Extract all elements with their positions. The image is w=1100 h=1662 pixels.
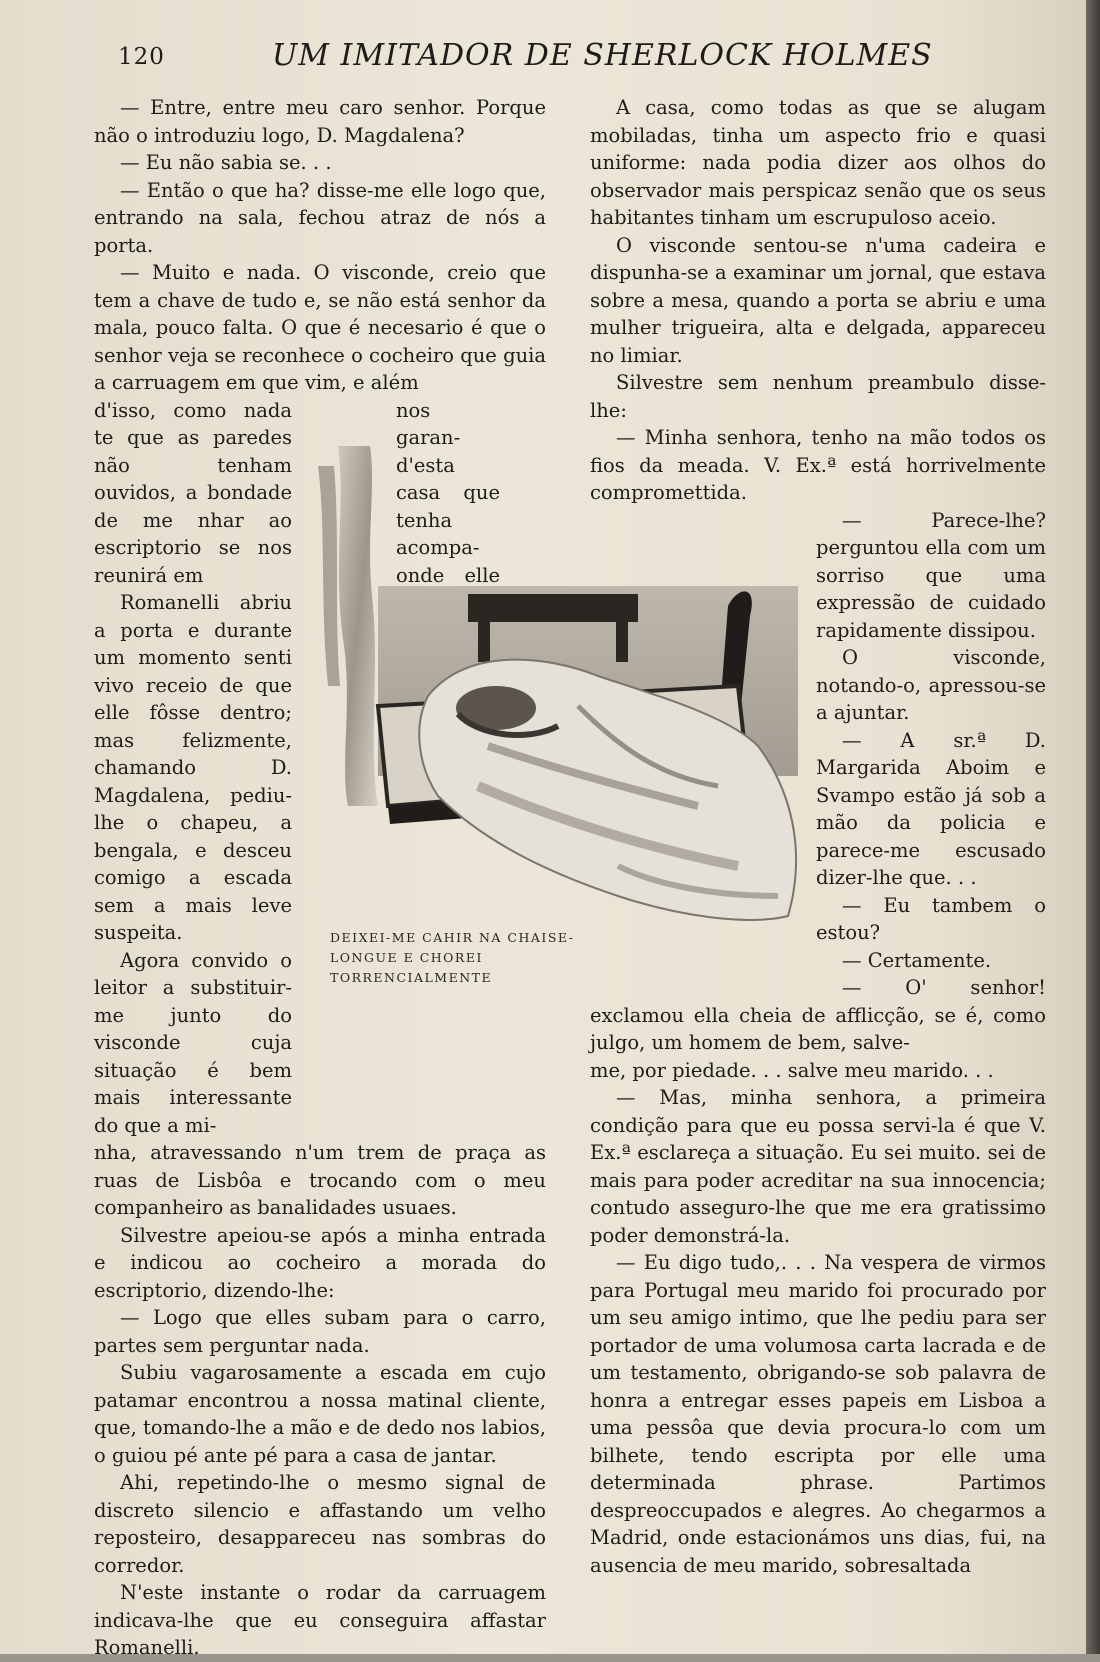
paragraph: — Eu digo tudo,. . . Na vespera de virmos para Portugal meu marido foi procurado por um seu amigo intimo, que lhe pediu para ser portador de uma volumosa carta lacrada e de um testamento, obrigando-se sob palavra de honra a entregar esses papeis em Lisboa a uma pessôa que devia procura-lo com um bilhete, tendo escripta por elle uma determinada phrase. Partimos despreoccupados e alegres. Ao chegarmos a Madrid, onde estacionámos uns dias, fui, na ausencia de meu marido, sobresaltada xyxy=(590,1251,1046,1577)
paragraph: — Minha senhora, tenho na mão todos os fios da meada. V. Ex.ª está horrivelmente compromettida. xyxy=(590,426,1046,504)
paragraph: O visconde, notando-o, apressou-se a ajuntar. xyxy=(816,646,1046,724)
paragraph: — Eu não sabia se. . . xyxy=(120,151,332,174)
paragraph: — Muito e nada. O visconde, creio que tem a chave de tudo e, se não está senhor da mala, pouco falta. O que é necesario é que o senhor veja se reconhece o cocheiro que guia a carruagem em que vim, e além xyxy=(94,261,546,394)
paragraph: N'este instante o rodar da carruagem indicava-lhe que eu conseguira affastar Romanelli. xyxy=(94,1581,546,1659)
page-number: 120 xyxy=(118,44,165,70)
paragraph: — Eu tambem o estou? xyxy=(816,893,1046,944)
paragraph: Agora convido o leitor a substituir-me junto do visconde cuja situação é bem mais interessante do que a mi- xyxy=(94,948,292,1137)
paragraph: nha, atravessando n'um trem de praça as ruas de Lisbôa e trocando com o meu companheiro as banalidades usuaes. xyxy=(94,1141,546,1219)
paragraph: — Certamente. xyxy=(842,948,992,972)
paragraph: O visconde sentou-se n'uma cadeira e dispunha-se a examinar um jornal, que estava sobre a mesa, quando a porta se abriu e uma mulher trigueira, alta e delgada, appareceu no limiar. xyxy=(590,233,1046,367)
wrap-text-left: d'isso, como nada te que as paredes não tenham ouvidos, a bondade de me nhar ao escriptorio se nos reunirá em xyxy=(94,398,292,587)
paragraph: — Parece-lhe? perguntou ella com um sorriso que uma expressão de cuidado rapidamente dissipou. xyxy=(816,508,1046,642)
paragraph: me, por piedade. . . salve meu marido. . . xyxy=(590,1058,994,1082)
paragraph: — O' senhor! exclamou ella cheia de afflicção, se é, como julgo, um homem de bem, salve- xyxy=(590,976,1046,1054)
narrow-text-block xyxy=(94,561,292,1140)
paragraph: Subiu vagarosamente a escada em cujo patamar encontrou a nossa matinal cliente, que, tomando-lhe a mão e de dedo nos labios, o guiou pé ante pé para a casa de jantar. xyxy=(94,1361,546,1467)
page-header xyxy=(0,38,1086,78)
wrap-text-right: nos garan-d'esta casa que tenha acompa-onde elle xyxy=(396,398,500,587)
paragraph: — Logo que elles subam para o carro, partes sem perguntar nada. xyxy=(94,1306,546,1357)
running-title: UM IMITADOR DE SHERLOCK HOLMES xyxy=(272,38,933,73)
paragraph: Silvestre sem nenhum preambulo disse-lhe: xyxy=(590,371,1046,422)
page-edge xyxy=(1086,0,1100,1654)
paragraph: Silvestre apeiou-se após a minha entrada e indicou ao cocheiro a morada do escriptorio, dizendo-lhe: xyxy=(94,1223,546,1302)
paragraph: A casa, como todas as que se alugam mobiladas, tinha um aspecto frio e quasi uniforme: nada podia dizer aos olhos do observador mais perspicaz senão que os seus habitantes tinham um escrupuloso aceio. xyxy=(590,96,1046,229)
paragraph: — Mas, minha senhora, a primeira condição para que eu possa servi-la é que V. Ex.ª esclareça a situação. Eu sei muito. sei de mais para poder acreditar na sua innocencia; contudo asseguro-lhe que me era gratissimo poder demonstrá-la. xyxy=(590,1086,1046,1247)
woman-on-chaise-longue-illustration xyxy=(318,446,838,946)
illustration-caption: DEIXEI-ME CAHIR NA CHAISE-LONGUE E CHOREI TORRENCIALMENTE xyxy=(330,930,575,985)
paragraph: — Então o que ha? disse-me elle logo que, entrando na sala, fechou atraz de nós a porta. xyxy=(94,178,546,257)
paragraph: Ahi, repetindo-lhe o mesmo signal de discreto silencio e affastando um velho reposteiro, desappareceu nas sombras do corredor. xyxy=(94,1471,546,1577)
paragraph: — A sr.ª D. Margarida Aboim e Svampo estão já sob a mão da policia e parece-me escusado dizer-lhe que. . . xyxy=(816,728,1046,889)
paragraph: Romanelli abriu a porta e durante um momento senti vivo receio de que elle fôsse dentro; mas felizmente, chamando D. Magdalena, pediu-lhe o chapeu, a bengala, e desceu comigo a escada sem a mais leve suspeita. xyxy=(94,591,292,944)
paragraph: — Entre, entre meu caro senhor. Porque não o introduziu logo, D. Magdalena? xyxy=(94,96,546,147)
